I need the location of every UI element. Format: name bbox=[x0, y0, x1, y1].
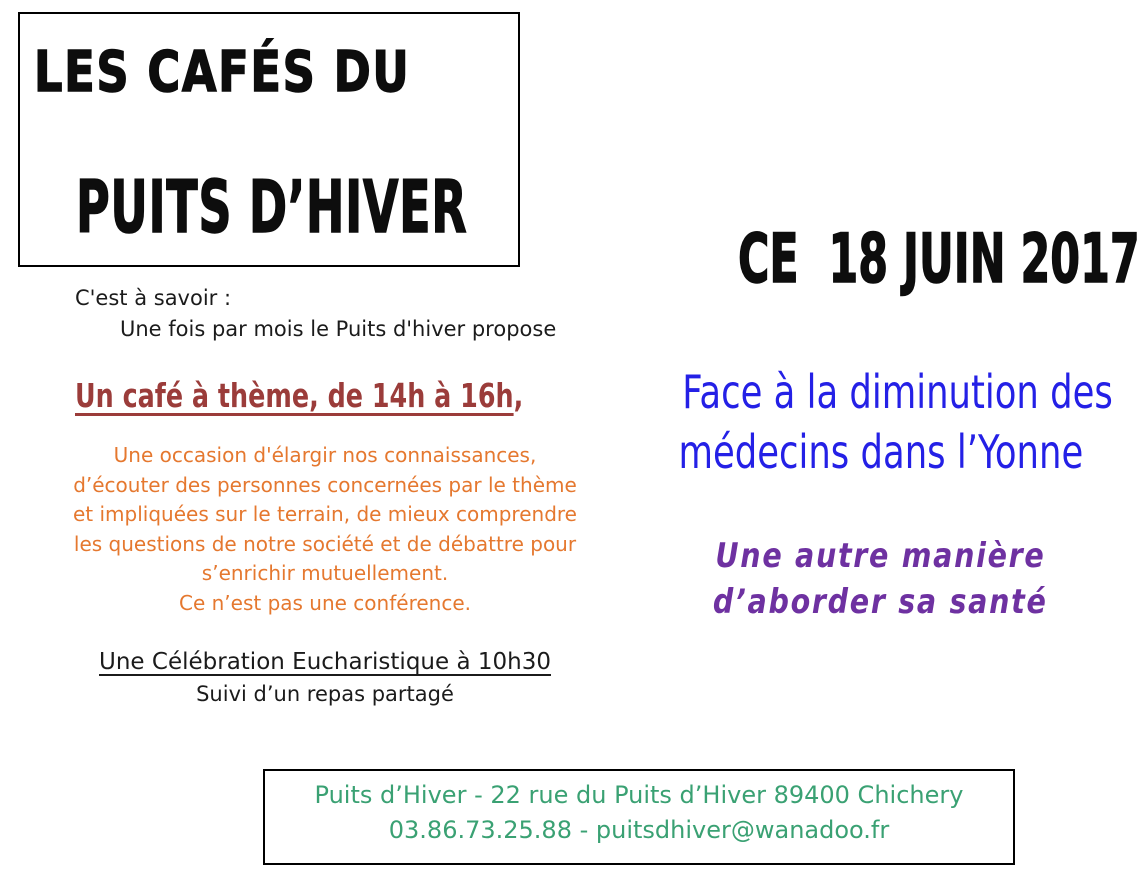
intro-block bbox=[75, 283, 556, 345]
topic-heading bbox=[618, 362, 1133, 482]
date-heading-text: CE 18 JUIN 2017 bbox=[737, 220, 1140, 299]
footer-address: Puits d’Hiver - 22 rue du Puits d’Hiver 89400 Chichery bbox=[314, 781, 964, 809]
eucharist-subtext: Suivi d’un repas partagé bbox=[196, 682, 454, 706]
title-box bbox=[18, 12, 520, 267]
subtitle-line-1-text: Une autre manière bbox=[714, 536, 1046, 576]
date-heading bbox=[620, 220, 1140, 299]
title-line-1-text: LES CAFÉS DU bbox=[34, 40, 411, 105]
description-line: s’enrichir mutuellement. bbox=[201, 561, 449, 585]
description-line: Une occasion d'élargir nos connaissances, bbox=[113, 443, 537, 467]
subtitle-line-2 bbox=[640, 579, 1120, 625]
footer-contact: 03.86.73.25.88 - puitsdhiver@wanadoo.fr bbox=[388, 816, 890, 844]
subtitle-line-2-text: d’aborder sa santé bbox=[712, 582, 1048, 622]
cafe-theme-underlined-text: Un café à thème, de 14h à 16h bbox=[75, 376, 514, 415]
eucharist-heading: Une Célébration Eucharistique à 10h30 bbox=[99, 649, 551, 675]
subtitle bbox=[640, 533, 1120, 625]
cafe-theme-heading bbox=[75, 376, 657, 415]
celebration-block bbox=[40, 647, 610, 709]
description-line: d’écouter des personnes concernées par le thème bbox=[73, 472, 577, 497]
title-line-2 bbox=[76, 165, 688, 249]
description-line: et impliquées sur le terrain, de mieux comprendre bbox=[73, 502, 577, 526]
description-line: les questions de notre société et de débattre pour bbox=[73, 531, 577, 556]
subtitle-line-1 bbox=[640, 533, 1120, 579]
footer-box bbox=[263, 769, 1015, 865]
topic-line-2-text: médecins dans l’Yonne bbox=[678, 425, 1084, 479]
title-line-2-text: PUITS D’HIVER bbox=[76, 165, 468, 249]
cafe-theme-comma: , bbox=[513, 376, 524, 415]
description-line: Ce n’est pas une conférence. bbox=[178, 590, 471, 615]
description-block bbox=[40, 441, 610, 618]
title-line-1 bbox=[34, 40, 505, 105]
topic-line-1-text: Face à la diminution des bbox=[682, 365, 1113, 419]
topic-line-2 bbox=[618, 422, 1133, 482]
intro-line-2: Une fois par mois le Puits d'hiver propose bbox=[120, 317, 557, 341]
topic-line-1 bbox=[618, 362, 1133, 422]
intro-line-1: C'est à savoir : bbox=[75, 286, 232, 310]
